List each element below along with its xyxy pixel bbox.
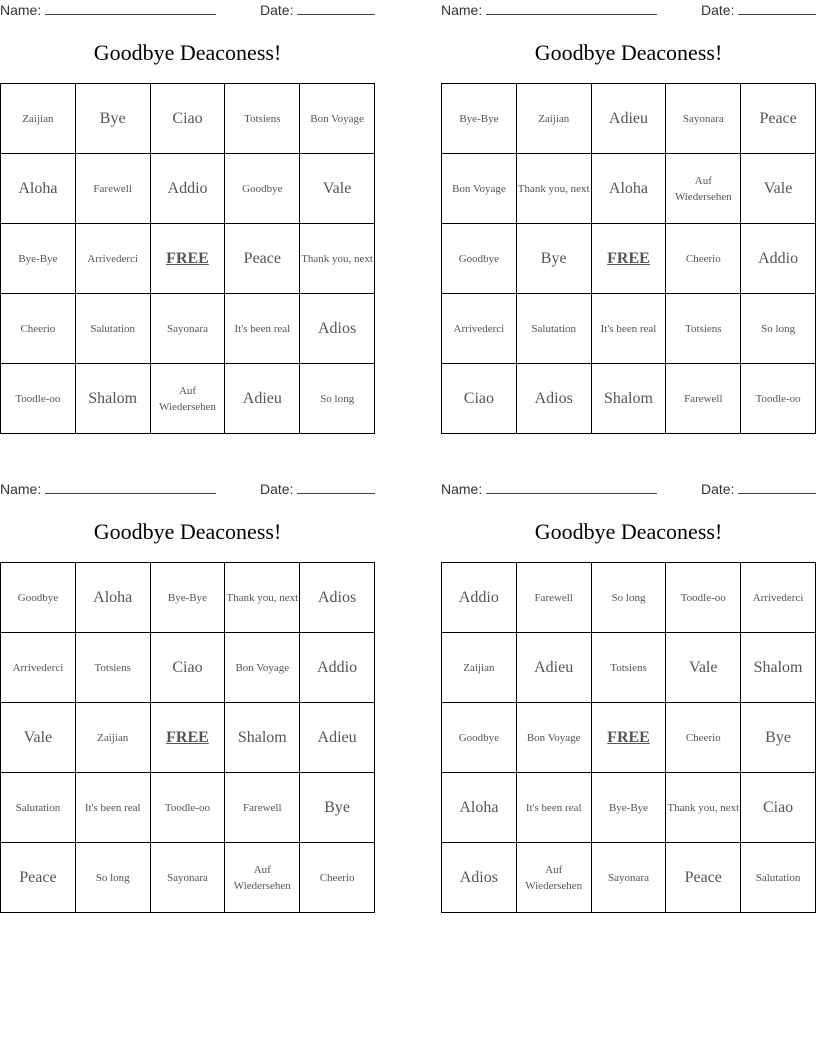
bingo-cell: Vale <box>666 633 741 703</box>
bingo-cell: Ciao <box>150 633 225 703</box>
name-field <box>441 2 657 18</box>
bingo-cell: Zaijian <box>516 84 591 154</box>
bingo-cell: Auf Wiedersehen <box>516 843 591 913</box>
bingo-cell: Auf Wiedersehen <box>225 843 300 913</box>
bingo-card-1 <box>0 0 375 435</box>
date-line <box>738 481 816 494</box>
grid-row <box>1 84 375 154</box>
bingo-cell: Zaijian <box>75 703 150 773</box>
date-line <box>738 2 816 15</box>
bingo-cell: Bye-Bye <box>150 563 225 633</box>
card-title: Goodbye Deaconess! <box>93 40 282 65</box>
grid-row <box>442 633 816 703</box>
name-label: Name: <box>0 481 42 497</box>
date-field <box>260 2 375 18</box>
bingo-cell: Arrivederci <box>1 633 76 703</box>
bingo-cell: Cheerio <box>300 843 375 913</box>
free-space: FREE <box>591 224 666 294</box>
date-field <box>701 2 816 18</box>
card-title: Goodbye Deaconess! <box>534 519 723 544</box>
bingo-cell: Farewell <box>516 563 591 633</box>
grid-row <box>1 154 375 224</box>
name-label: Name: <box>441 481 483 497</box>
bingo-cell: Thank you, next <box>225 563 300 633</box>
bingo-cell: Zaijian <box>442 633 517 703</box>
free-space: FREE <box>150 703 225 773</box>
bingo-cell: Sayonara <box>150 843 225 913</box>
bingo-cell: Goodbye <box>1 563 76 633</box>
bingo-cell: Cheerio <box>1 294 76 364</box>
grid-row <box>1 563 375 633</box>
bingo-card-2 <box>441 0 816 435</box>
name-label: Name: <box>0 2 42 18</box>
bingo-cell: Salutation <box>516 294 591 364</box>
bingo-cell: Ciao <box>150 84 225 154</box>
bingo-cell: Bye-Bye <box>442 84 517 154</box>
grid-row <box>442 773 816 843</box>
date-label: Date: <box>701 481 735 497</box>
bingo-cell: Bye-Bye <box>1 224 76 294</box>
grid-row <box>1 773 375 843</box>
bingo-grid <box>441 562 816 913</box>
grid-row <box>442 364 816 434</box>
bingo-cell: Adios <box>516 364 591 434</box>
bingo-cell: Peace <box>225 224 300 294</box>
bingo-cell: Bye <box>75 84 150 154</box>
date-label: Date: <box>260 481 294 497</box>
bingo-card-4 <box>441 479 816 914</box>
date-line <box>297 2 375 15</box>
bingo-cell: Bon Voyage <box>442 154 517 224</box>
bingo-cell: Farewell <box>75 154 150 224</box>
bingo-cell: Vale <box>1 703 76 773</box>
bingo-cell: Totsiens <box>75 633 150 703</box>
bingo-cell: Toodle-oo <box>150 773 225 843</box>
grid-row <box>1 633 375 703</box>
bingo-cell: Adios <box>300 563 375 633</box>
name-field <box>0 2 216 18</box>
bingo-cell: It's been real <box>516 773 591 843</box>
bingo-cell: Salutation <box>1 773 76 843</box>
bingo-cell: Cheerio <box>666 224 741 294</box>
bingo-grid <box>0 83 375 434</box>
bingo-cell: Peace <box>1 843 76 913</box>
bingo-cell: So long <box>591 563 666 633</box>
bingo-cell: Shalom <box>225 703 300 773</box>
bingo-cell: Goodbye <box>442 703 517 773</box>
bingo-cell: Thank you, next <box>516 154 591 224</box>
bingo-cell: Salutation <box>741 843 816 913</box>
bingo-cell: Auf Wiedersehen <box>666 154 741 224</box>
bingo-cell: Peace <box>741 84 816 154</box>
bingo-cell: So long <box>741 294 816 364</box>
bingo-cell: Farewell <box>666 364 741 434</box>
bingo-cell: Shalom <box>75 364 150 434</box>
bingo-cell: Adios <box>300 294 375 364</box>
bingo-cell: It's been real <box>225 294 300 364</box>
name-line <box>486 2 657 15</box>
grid-row <box>442 84 816 154</box>
grid-row <box>442 154 816 224</box>
bingo-cell: Ciao <box>741 773 816 843</box>
bingo-cell: Salutation <box>75 294 150 364</box>
date-label: Date: <box>260 2 294 18</box>
bingo-cell: Auf Wiedersehen <box>150 364 225 434</box>
bingo-cell: Aloha <box>442 773 517 843</box>
date-field <box>260 481 375 497</box>
bingo-cell: Bon Voyage <box>300 84 375 154</box>
bingo-cell: Addio <box>442 563 517 633</box>
grid-row <box>442 843 816 913</box>
bingo-cell: Shalom <box>591 364 666 434</box>
bingo-cell: Totsiens <box>666 294 741 364</box>
grid-row <box>442 703 816 773</box>
bingo-cell: Bon Voyage <box>225 633 300 703</box>
bingo-cell: Zaijian <box>1 84 76 154</box>
name-label: Name: <box>441 2 483 18</box>
bingo-grid <box>0 562 375 913</box>
bingo-cell: Addio <box>150 154 225 224</box>
bingo-cell: Adios <box>442 843 517 913</box>
card-title: Goodbye Deaconess! <box>534 40 723 65</box>
bingo-cell: It's been real <box>591 294 666 364</box>
bingo-cell: Vale <box>300 154 375 224</box>
bingo-cell: Addio <box>741 224 816 294</box>
free-space: FREE <box>150 224 225 294</box>
grid-row <box>442 563 816 633</box>
name-field <box>0 481 216 497</box>
bingo-cell: Shalom <box>741 633 816 703</box>
bingo-cell: Adieu <box>591 84 666 154</box>
bingo-cell: Arrivederci <box>442 294 517 364</box>
bingo-cell: Aloha <box>75 563 150 633</box>
bingo-cell: It's been real <box>75 773 150 843</box>
grid-row <box>1 294 375 364</box>
bingo-cell: So long <box>300 364 375 434</box>
bingo-cell: Totsiens <box>591 633 666 703</box>
grid-row <box>1 843 375 913</box>
bingo-cell: Adieu <box>300 703 375 773</box>
date-label: Date: <box>701 2 735 18</box>
bingo-cell: Adieu <box>516 633 591 703</box>
bingo-cell: So long <box>75 843 150 913</box>
bingo-cell: Bye <box>741 703 816 773</box>
bingo-cell: Goodbye <box>442 224 517 294</box>
name-line <box>45 2 216 15</box>
bingo-cell: Bon Voyage <box>516 703 591 773</box>
bingo-cell: Bye-Bye <box>591 773 666 843</box>
bingo-cell: Bye <box>300 773 375 843</box>
free-space: FREE <box>591 703 666 773</box>
bingo-cell: Sayonara <box>150 294 225 364</box>
bingo-cell: Arrivederci <box>75 224 150 294</box>
bingo-cell: Goodbye <box>225 154 300 224</box>
bingo-cell: Sayonara <box>591 843 666 913</box>
grid-row <box>442 294 816 364</box>
bingo-cell: Cheerio <box>666 703 741 773</box>
bingo-cell: Vale <box>741 154 816 224</box>
name-field <box>441 481 657 497</box>
bingo-cell: Adieu <box>225 364 300 434</box>
bingo-cell: Bye <box>516 224 591 294</box>
bingo-cell: Peace <box>666 843 741 913</box>
bingo-grid <box>441 83 816 434</box>
bingo-cell: Totsiens <box>225 84 300 154</box>
grid-row <box>442 224 816 294</box>
bingo-card-3 <box>0 479 375 914</box>
bingo-cell: Toodle-oo <box>1 364 76 434</box>
date-line <box>297 481 375 494</box>
grid-row <box>1 224 375 294</box>
date-field <box>701 481 816 497</box>
bingo-cell: Toodle-oo <box>666 563 741 633</box>
bingo-cell: Thank you, next <box>300 224 375 294</box>
bingo-cell: Addio <box>300 633 375 703</box>
name-line <box>45 481 216 494</box>
card-title: Goodbye Deaconess! <box>93 519 282 544</box>
bingo-cell: Arrivederci <box>741 563 816 633</box>
bingo-cell: Farewell <box>225 773 300 843</box>
bingo-cell: Sayonara <box>666 84 741 154</box>
bingo-cell: Aloha <box>591 154 666 224</box>
bingo-cell: Ciao <box>442 364 517 434</box>
bingo-cell: Thank you, next <box>666 773 741 843</box>
bingo-cell: Toodle-oo <box>741 364 816 434</box>
grid-row <box>1 703 375 773</box>
name-line <box>486 481 657 494</box>
grid-row <box>1 364 375 434</box>
bingo-cell: Aloha <box>1 154 76 224</box>
